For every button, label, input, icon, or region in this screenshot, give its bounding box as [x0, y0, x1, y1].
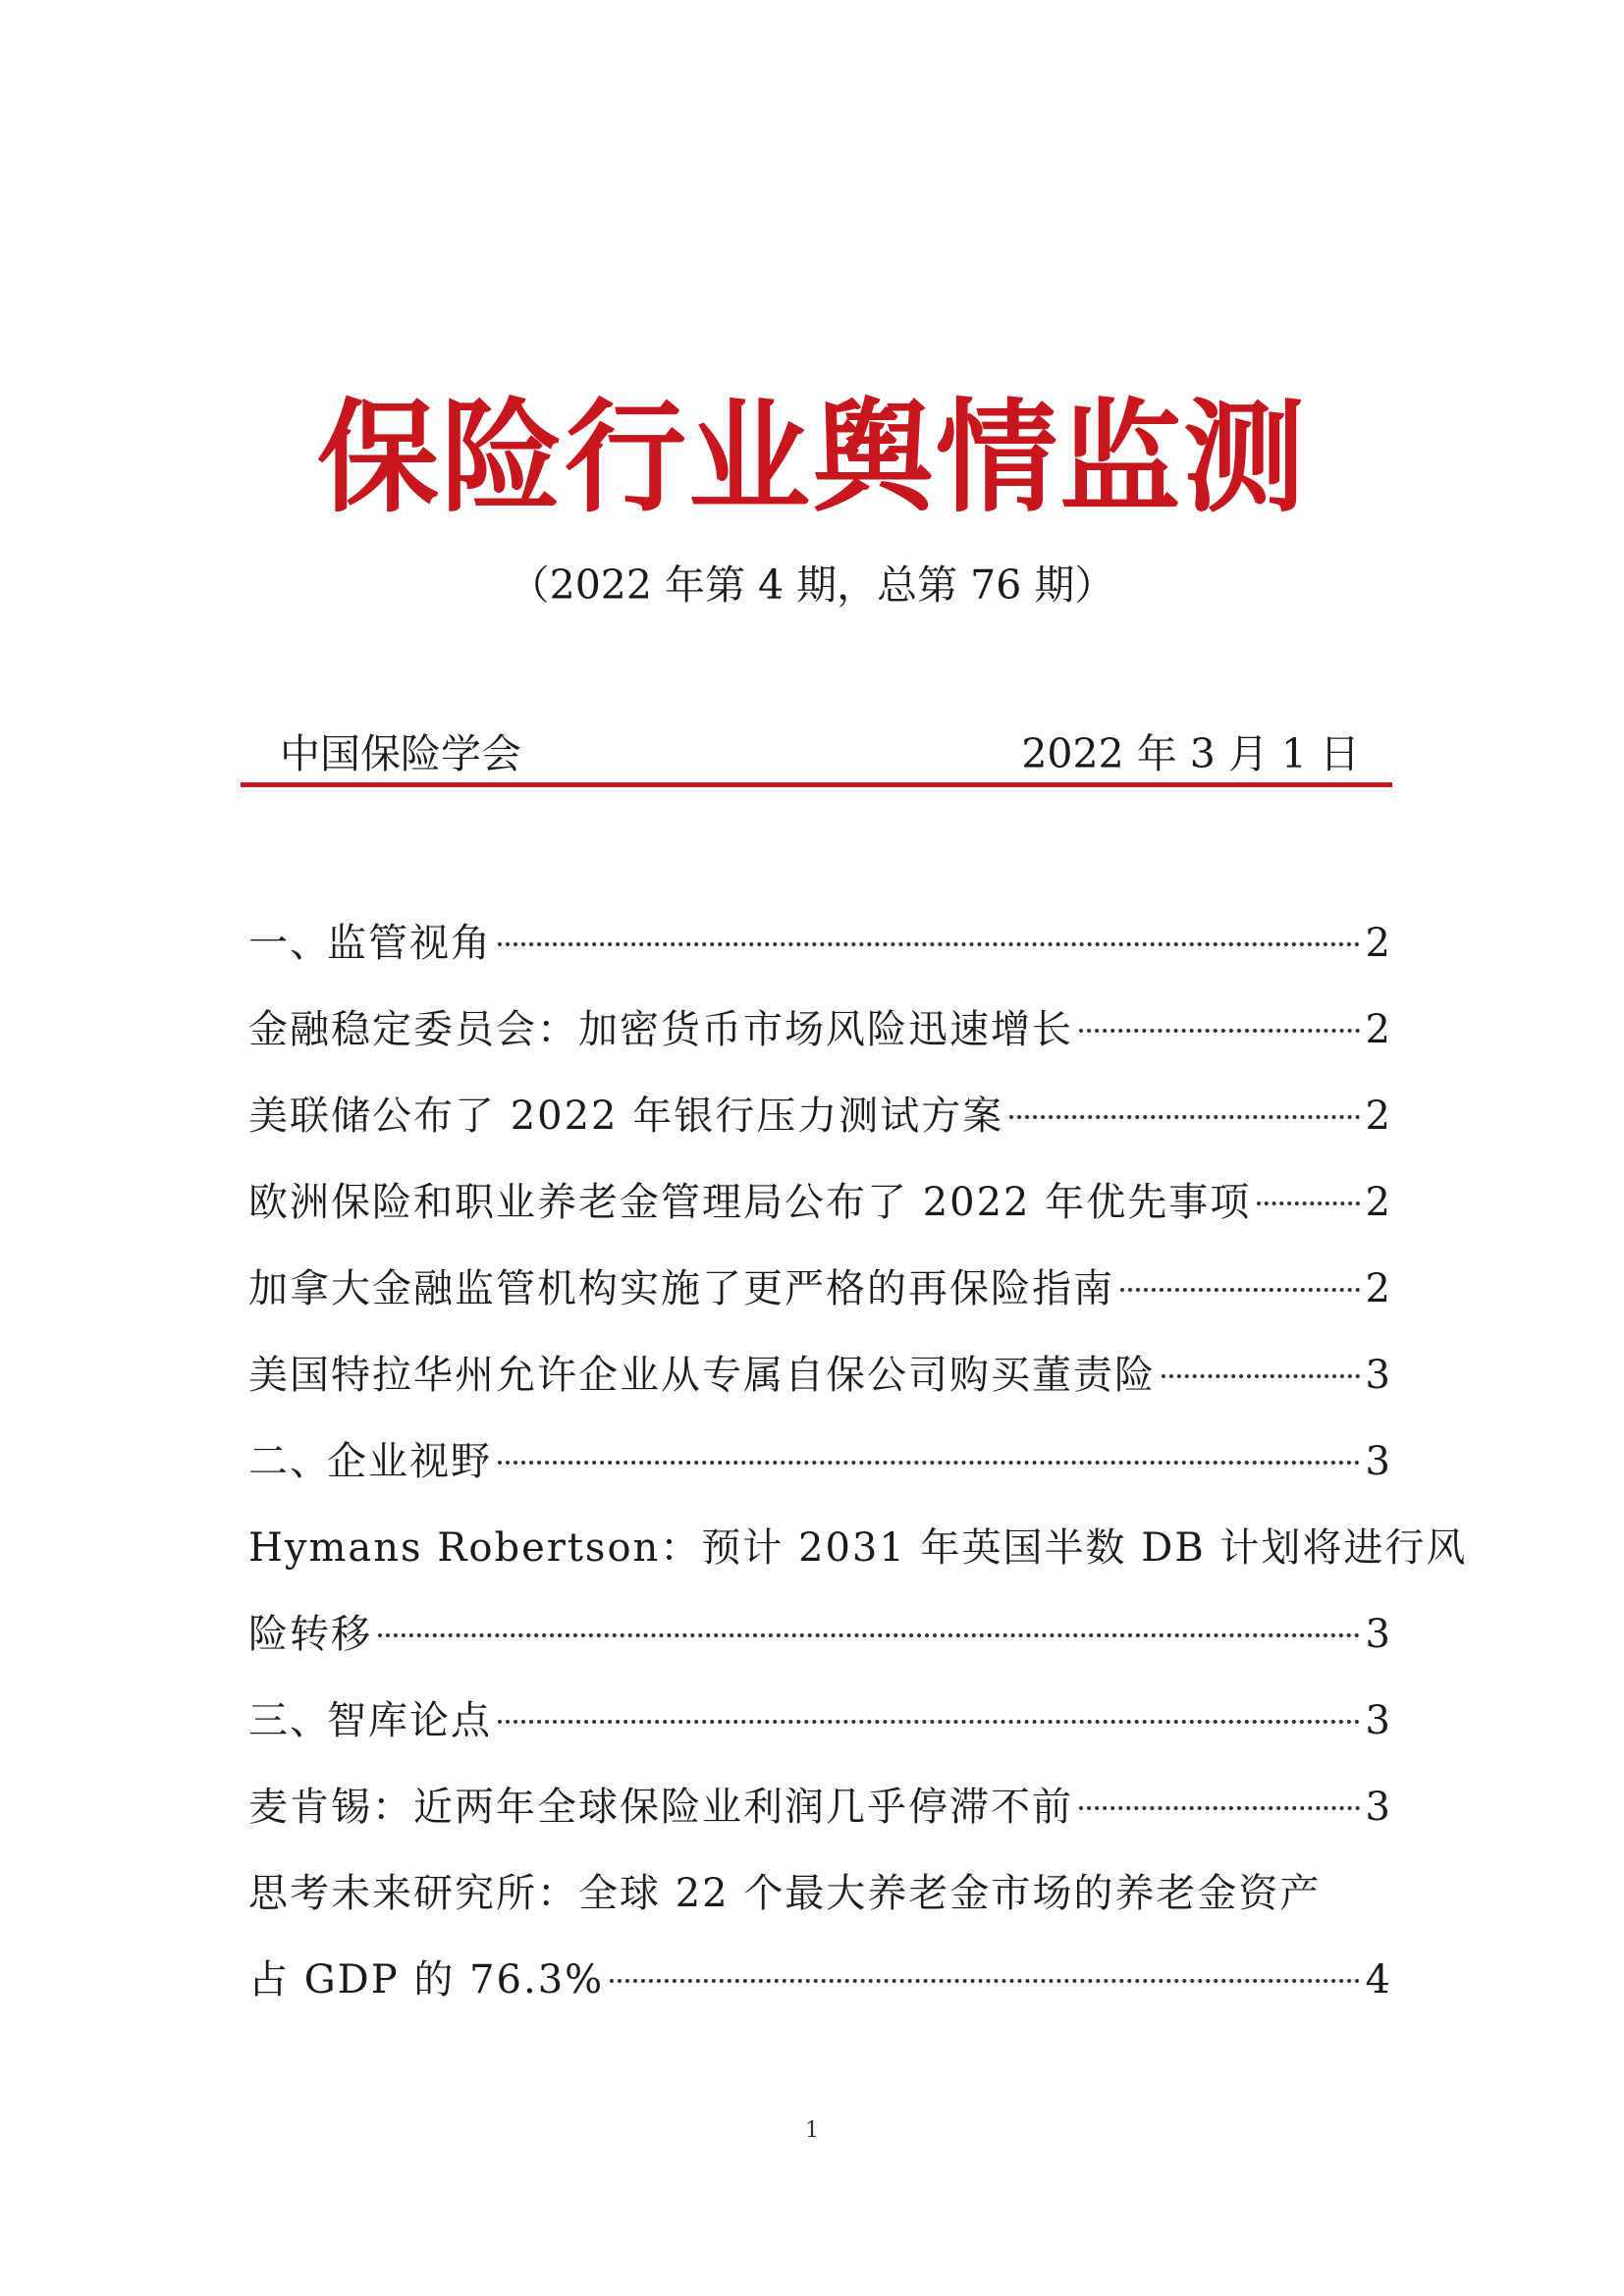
toc-leader-dots	[610, 1940, 1359, 1983]
toc-section-number: 二、	[248, 1439, 331, 1484]
toc-entry-title: 美国特拉华州允许企业从专属自保公司购买董责险	[248, 1353, 1156, 1398]
toc-leader-dots	[1120, 1249, 1360, 1292]
toc-entry-title-line2: 占 GDP 的 76.3%	[248, 1957, 605, 2002]
toc-page-number: 3	[1365, 1785, 1390, 1830]
toc-entry[interactable]	[248, 1246, 1390, 1332]
page-number: 1	[805, 2118, 819, 2143]
toc-entry-title: 企业视野	[327, 1439, 492, 1484]
toc-entry[interactable]	[248, 1505, 1468, 1678]
toc-entry-title: 监管视角	[327, 921, 492, 966]
toc-leader-dots	[1009, 1076, 1359, 1119]
toc-entry-title-line2: 险转移	[248, 1612, 372, 1657]
toc-page-number: 3	[1365, 1439, 1390, 1484]
publication-date: 2022 年 3 月 1 日	[1021, 730, 1360, 777]
toc-entry[interactable]	[248, 1332, 1390, 1418]
toc-page-number: 3	[1365, 1698, 1390, 1743]
header-divider	[241, 782, 1392, 787]
toc-section-number: 一、	[248, 921, 331, 966]
toc-page-number: 2	[1365, 921, 1390, 966]
toc-entry-title: 欧洲保险和职业养老金管理局公布了 2022 年优先事项	[248, 1180, 1252, 1225]
toc-page-number: 4	[1365, 1957, 1390, 2002]
document-title: 保险行业舆情监测	[316, 388, 1307, 529]
toc-leader-dots	[498, 1681, 1360, 1724]
toc-leader-dots	[1257, 1162, 1359, 1205]
issue-number: （2022 年第 4 期，总第 76 期）	[509, 561, 1115, 609]
toc-leader-dots	[1162, 1335, 1360, 1378]
toc-entry[interactable]	[248, 1073, 1390, 1159]
toc-leader-dots	[498, 903, 1360, 946]
masthead-row	[241, 724, 1387, 785]
toc-page-number: 2	[1365, 1266, 1390, 1311]
toc-leader-dots	[1079, 1767, 1360, 1810]
toc-entry-title: 金融稳定委员会：加密货币市场风险迅速增长	[248, 1007, 1073, 1052]
toc-entry[interactable]	[248, 1159, 1390, 1246]
toc-entry-title: 美联储公布了 2022 年银行压力测试方案	[248, 1094, 1004, 1139]
toc-leader-dots	[1079, 989, 1360, 1033]
toc-page-number: 2	[1365, 1094, 1390, 1139]
toc-section-number: 三、	[248, 1698, 331, 1743]
toc-entry[interactable]	[248, 1850, 1390, 2023]
toc-page-number: 3	[1365, 1353, 1390, 1398]
toc-leader-dots	[498, 1421, 1360, 1465]
toc-entry-title-line1: Hymans Robertson：预计 2031 年英国半数 DB 计划将进行风	[248, 1525, 1468, 1571]
toc-entry-title: 智库论点	[327, 1698, 492, 1743]
toc-entry[interactable]	[248, 987, 1390, 1073]
toc-page-number: 2	[1365, 1007, 1390, 1052]
toc-leader-dots	[378, 1594, 1360, 1637]
organization-name: 中国保险学会	[280, 730, 521, 777]
toc-entry-title-line1: 思考未来研究所：全球 22 个最大养老金市场的养老金资产	[248, 1871, 1322, 1916]
toc-section-regulation[interactable]	[248, 900, 1390, 987]
toc-section-enterprise[interactable]	[248, 1418, 1390, 1505]
toc-entry-title: 加拿大金融监管机构实施了更严格的再保险指南	[248, 1266, 1114, 1311]
toc-entry-title: 麦肯锡：近两年全球保险业利润几乎停滞不前	[248, 1785, 1073, 1830]
toc-entry[interactable]	[248, 1764, 1390, 1850]
toc-page-number: 3	[1365, 1612, 1390, 1657]
table-of-contents	[248, 900, 1468, 2023]
toc-section-think-tank[interactable]	[248, 1678, 1390, 1764]
toc-page-number: 2	[1365, 1180, 1390, 1225]
